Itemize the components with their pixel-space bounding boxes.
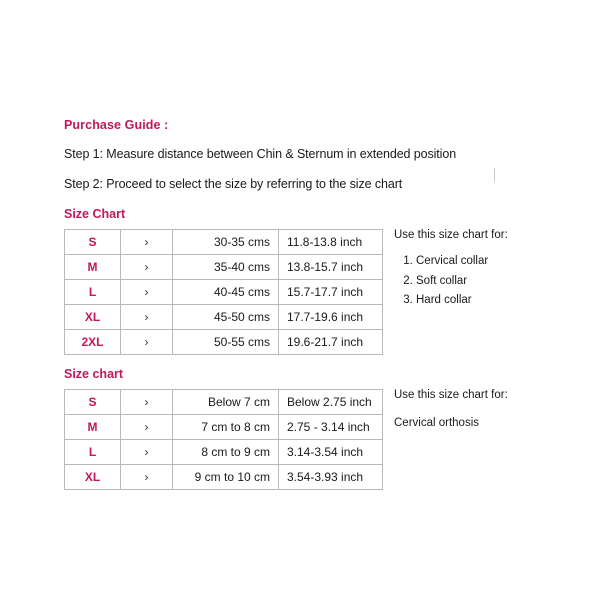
inch-value: 15.7-17.7 inch <box>279 280 383 305</box>
arrow-icon: › <box>121 390 173 415</box>
metric-value: 9 cm to 10 cm <box>173 465 279 490</box>
metric-value: 45-50 cms <box>173 305 279 330</box>
list-item: 2. Soft collar <box>416 273 508 290</box>
list-item: 3. Hard collar <box>416 292 508 309</box>
size-chart-1-table <box>64 229 383 355</box>
metric-value: 50-55 cms <box>173 330 279 355</box>
size-label: L <box>65 280 121 305</box>
size-chart-2-block <box>64 389 600 490</box>
arrow-icon: › <box>121 465 173 490</box>
size-label: M <box>65 255 121 280</box>
inch-value: 11.8-13.8 inch <box>279 230 383 255</box>
table-row <box>65 280 383 305</box>
size-label: S <box>65 390 121 415</box>
table-row <box>65 330 383 355</box>
metric-value: 30-35 cms <box>173 230 279 255</box>
arrow-icon: › <box>121 305 173 330</box>
inch-value: 13.8-15.7 inch <box>279 255 383 280</box>
size-label: XL <box>65 465 121 490</box>
size-chart-1-title: Size Chart <box>64 207 126 221</box>
table-row <box>65 230 383 255</box>
arrow-icon: › <box>121 330 173 355</box>
step-2-text: Step 2: Proceed to select the size by referring to the size chart <box>64 177 403 191</box>
note-list <box>394 253 508 309</box>
inch-value: Below 2.75 inch <box>279 390 383 415</box>
size-chart-1-note <box>394 227 508 311</box>
inch-value: 3.54-3.93 inch <box>279 465 383 490</box>
table-row <box>65 305 383 330</box>
purchase-guide-title: Purchase Guide : <box>64 118 169 132</box>
stray-mark <box>494 168 495 182</box>
arrow-icon: › <box>121 440 173 465</box>
size-label: L <box>65 440 121 465</box>
table-row <box>65 390 383 415</box>
size-label: S <box>65 230 121 255</box>
arrow-icon: › <box>121 230 173 255</box>
size-chart-2-table <box>64 389 383 490</box>
metric-value: 40-45 cms <box>173 280 279 305</box>
metric-value: 8 cm to 9 cm <box>173 440 279 465</box>
note-title: Use this size chart for: <box>394 229 508 241</box>
inch-value: 2.75 - 3.14 inch <box>279 415 383 440</box>
size-chart-1-block <box>64 229 600 355</box>
arrow-icon: › <box>121 280 173 305</box>
list-item: 1. Cervical collar <box>416 253 508 270</box>
inch-value: 19.6-21.7 inch <box>279 330 383 355</box>
table-row <box>65 415 383 440</box>
size-label: XL <box>65 305 121 330</box>
size-label: 2XL <box>65 330 121 355</box>
note-title: Use this size chart for: <box>394 389 508 401</box>
metric-value: 35-40 cms <box>173 255 279 280</box>
note-text: Cervical orthosis <box>394 417 479 430</box>
size-chart-2-title: Size chart <box>64 367 124 381</box>
size-chart-2-note <box>394 387 508 433</box>
arrow-icon: › <box>121 255 173 280</box>
table-row <box>65 255 383 280</box>
table-row <box>65 465 383 490</box>
inch-value: 3.14-3.54 inch <box>279 440 383 465</box>
metric-value: 7 cm to 8 cm <box>173 415 279 440</box>
size-label: M <box>65 415 121 440</box>
arrow-icon: › <box>121 415 173 440</box>
inch-value: 17.7-19.6 inch <box>279 305 383 330</box>
step-1-text: Step 1: Measure distance between Chin & Sternum in extended position <box>64 147 457 161</box>
table-row <box>65 440 383 465</box>
metric-value: Below 7 cm <box>173 390 279 415</box>
